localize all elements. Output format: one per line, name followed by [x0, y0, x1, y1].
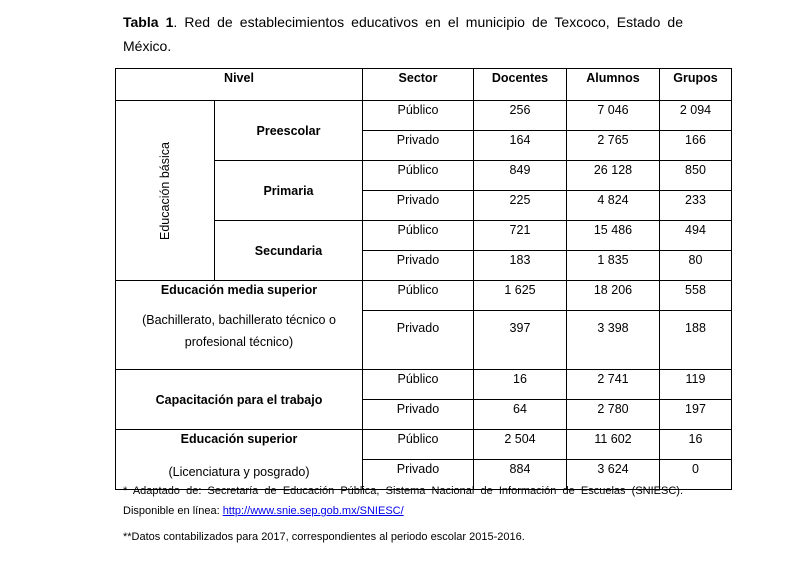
table-caption	[123, 10, 683, 58]
grupos-cell: 233	[659, 191, 731, 221]
media-label-cell	[116, 281, 363, 370]
grupos-cell: 558	[659, 281, 731, 311]
alumnos-cell: 4 824	[566, 191, 659, 221]
media-label: Educación media superior	[160, 283, 318, 297]
docentes-cell: 849	[473, 161, 566, 191]
docentes-cell: 256	[473, 101, 566, 131]
table-row	[116, 430, 732, 460]
media-sub: (Bachillerato, bachillerato técnico o profesional técnico)	[142, 313, 336, 349]
alumnos-cell: 3 624	[566, 460, 659, 490]
preescolar-label: Preescolar	[214, 101, 362, 161]
grupos-cell: 850	[659, 161, 731, 191]
grupos-cell: 494	[659, 221, 731, 251]
sector-cell: Privado	[362, 400, 473, 430]
table-row	[116, 370, 732, 400]
table-notes	[123, 481, 683, 547]
data-note: **Datos contabilizados para 2017, correspondientes al periodo escolar 2015-2016.	[123, 531, 525, 543]
source-note	[123, 481, 683, 521]
superior-label: Educación superior	[180, 432, 298, 446]
grupos-cell: 166	[659, 131, 731, 161]
docentes-cell: 1 625	[473, 281, 566, 311]
caption-text: . Red de establecimientos educativos en el municipio de Texcoco, Estado de México.	[123, 14, 684, 54]
caption-label: Tabla 1	[123, 14, 174, 30]
secundaria-label: Secundaria	[214, 221, 362, 281]
alumnos-cell: 2 780	[566, 400, 659, 430]
superior-sub: (Licenciatura y posgrado)	[168, 465, 310, 479]
primaria-label: Primaria	[214, 161, 362, 221]
source-link[interactable]: http://www.snie.sep.gob.mx/SNIESC/	[222, 505, 404, 517]
docentes-cell: 225	[473, 191, 566, 221]
header-row	[116, 69, 732, 101]
docentes-cell: 397	[473, 311, 566, 370]
sector-cell: Privado	[362, 311, 473, 370]
docentes-cell: 164	[473, 131, 566, 161]
table-row	[116, 281, 732, 311]
docentes-cell: 884	[473, 460, 566, 490]
table-row	[116, 101, 732, 131]
source-note-text: * Adaptado de: Secretaría de Educación Pública, Sistema Nacional de Información de Escuelas (SNIESC). Disponible en línea:	[123, 485, 683, 517]
sector-cell: Privado	[362, 460, 473, 490]
header-nivel: Nivel	[116, 69, 363, 101]
alumnos-cell: 7 046	[566, 101, 659, 131]
docentes-cell: 183	[473, 251, 566, 281]
sector-cell: Público	[362, 221, 473, 251]
grupos-cell: 0	[659, 460, 731, 490]
sector-cell: Privado	[362, 251, 473, 281]
grupos-cell: 188	[659, 311, 731, 370]
grupos-cell: 119	[659, 370, 731, 400]
alumnos-cell: 2 765	[566, 131, 659, 161]
docentes-cell: 64	[473, 400, 566, 430]
alumnos-cell: 15 486	[566, 221, 659, 251]
grupos-cell: 80	[659, 251, 731, 281]
header-alumnos: Alumnos	[566, 69, 659, 101]
docentes-cell: 721	[473, 221, 566, 251]
sector-cell: Público	[362, 101, 473, 131]
docentes-cell: 2 504	[473, 430, 566, 460]
basica-label-cell	[116, 101, 215, 281]
alumnos-cell: 18 206	[566, 281, 659, 311]
alumnos-cell: 2 741	[566, 370, 659, 400]
docentes-cell: 16	[473, 370, 566, 400]
alumnos-cell: 3 398	[566, 311, 659, 370]
sector-cell: Público	[362, 281, 473, 311]
sector-cell: Público	[362, 430, 473, 460]
alumnos-cell: 11 602	[566, 430, 659, 460]
education-table	[115, 68, 732, 490]
basica-label: Educación básica	[157, 141, 172, 240]
grupos-cell: 197	[659, 400, 731, 430]
header-docentes: Docentes	[473, 69, 566, 101]
header-grupos: Grupos	[659, 69, 731, 101]
alumnos-cell: 26 128	[566, 161, 659, 191]
sector-cell: Privado	[362, 131, 473, 161]
sector-cell: Público	[362, 161, 473, 191]
sector-cell: Privado	[362, 191, 473, 221]
capacitacion-label: Capacitación para el trabajo	[116, 370, 363, 430]
grupos-cell: 2 094	[659, 101, 731, 131]
header-sector: Sector	[362, 69, 473, 101]
sector-cell: Público	[362, 370, 473, 400]
alumnos-cell: 1 835	[566, 251, 659, 281]
grupos-cell: 16	[659, 430, 731, 460]
